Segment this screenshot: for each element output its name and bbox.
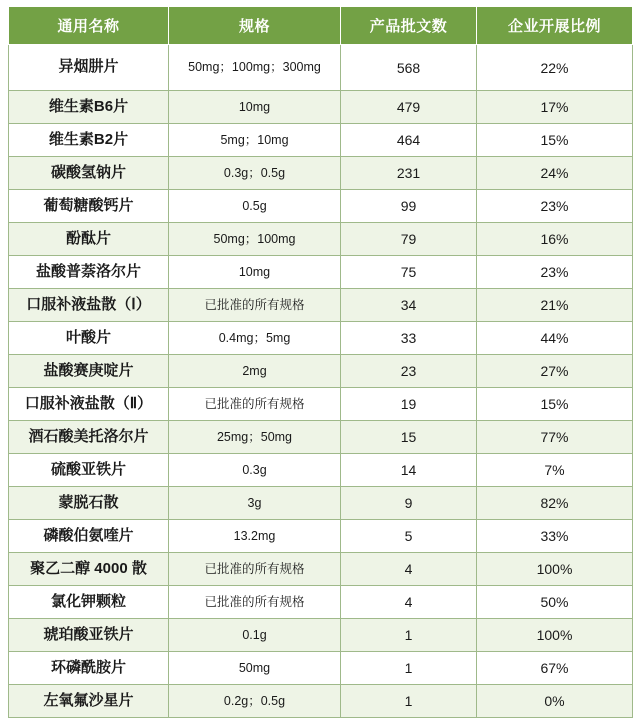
table-header: [9, 7, 633, 45]
cell-approval-count: 79: [341, 223, 477, 256]
cell-specification: 0.3g；0.5g: [169, 157, 341, 190]
table-row: [9, 256, 633, 289]
cell-enterprise-ratio: 100%: [477, 553, 633, 586]
table-row: [9, 685, 633, 718]
cell-enterprise-ratio: 44%: [477, 322, 633, 355]
cell-generic-name: 聚乙二醇 4000 散: [9, 553, 169, 586]
cell-enterprise-ratio: 100%: [477, 619, 633, 652]
table-row: [9, 322, 633, 355]
table-row: [9, 421, 633, 454]
cell-approval-count: 15: [341, 421, 477, 454]
cell-generic-name: 葡萄糖酸钙片: [9, 190, 169, 223]
column-header-generic-name: 通用名称: [9, 7, 169, 45]
cell-specification: 3g: [169, 487, 341, 520]
cell-generic-name: 口服补液盐散（Ⅱ）: [9, 388, 169, 421]
cell-generic-name: 异烟肼片: [9, 45, 169, 91]
table-row: [9, 91, 633, 124]
cell-specification: 0.3g: [169, 454, 341, 487]
table-row: [9, 586, 633, 619]
cell-specification: 0.2g；0.5g: [169, 685, 341, 718]
table-row: [9, 454, 633, 487]
cell-specification: 50mg: [169, 652, 341, 685]
cell-enterprise-ratio: 67%: [477, 652, 633, 685]
cell-enterprise-ratio: 16%: [477, 223, 633, 256]
cell-generic-name: 环磷酰胺片: [9, 652, 169, 685]
cell-specification: 5mg；10mg: [169, 124, 341, 157]
table-row: [9, 124, 633, 157]
cell-enterprise-ratio: 27%: [477, 355, 633, 388]
cell-specification: 已批准的所有规格: [169, 388, 341, 421]
cell-approval-count: 1: [341, 619, 477, 652]
cell-approval-count: 568: [341, 45, 477, 91]
cell-specification: 0.5g: [169, 190, 341, 223]
table-row: [9, 619, 633, 652]
cell-specification: 50mg；100mg；300mg: [169, 45, 341, 91]
cell-approval-count: 1: [341, 685, 477, 718]
cell-approval-count: 99: [341, 190, 477, 223]
cell-generic-name: 蒙脱石散: [9, 487, 169, 520]
cell-approval-count: 231: [341, 157, 477, 190]
table-header-row: [9, 7, 633, 45]
cell-enterprise-ratio: 23%: [477, 256, 633, 289]
table-row: [9, 223, 633, 256]
cell-approval-count: 23: [341, 355, 477, 388]
cell-enterprise-ratio: 22%: [477, 45, 633, 91]
table-row: [9, 487, 633, 520]
cell-generic-name: 琥珀酸亚铁片: [9, 619, 169, 652]
cell-enterprise-ratio: 21%: [477, 289, 633, 322]
cell-enterprise-ratio: 17%: [477, 91, 633, 124]
cell-enterprise-ratio: 7%: [477, 454, 633, 487]
cell-approval-count: 5: [341, 520, 477, 553]
column-header-enterprise-ratio: 企业开展比例: [477, 7, 633, 45]
cell-approval-count: 19: [341, 388, 477, 421]
cell-approval-count: 464: [341, 124, 477, 157]
cell-generic-name: 硫酸亚铁片: [9, 454, 169, 487]
cell-generic-name: 碳酸氢钠片: [9, 157, 169, 190]
table-row: [9, 289, 633, 322]
cell-specification: 25mg；50mg: [169, 421, 341, 454]
cell-enterprise-ratio: 77%: [477, 421, 633, 454]
cell-specification: 已批准的所有规格: [169, 553, 341, 586]
table-row: [9, 190, 633, 223]
cell-generic-name: 磷酸伯氨喹片: [9, 520, 169, 553]
column-header-specification: 规格: [169, 7, 341, 45]
cell-generic-name: 叶酸片: [9, 322, 169, 355]
cell-specification: 50mg；100mg: [169, 223, 341, 256]
cell-specification: 10mg: [169, 256, 341, 289]
cell-specification: 0.4mg；5mg: [169, 322, 341, 355]
cell-approval-count: 75: [341, 256, 477, 289]
table-row: [9, 157, 633, 190]
cell-approval-count: 14: [341, 454, 477, 487]
table-row: [9, 45, 633, 91]
cell-specification: 13.2mg: [169, 520, 341, 553]
cell-specification: 10mg: [169, 91, 341, 124]
cell-approval-count: 1: [341, 652, 477, 685]
cell-enterprise-ratio: 15%: [477, 388, 633, 421]
cell-generic-name: 维生素B6片: [9, 91, 169, 124]
cell-approval-count: 479: [341, 91, 477, 124]
cell-generic-name: 盐酸赛庚啶片: [9, 355, 169, 388]
cell-approval-count: 34: [341, 289, 477, 322]
table-row: [9, 652, 633, 685]
table-body: [9, 45, 633, 718]
cell-generic-name: 维生素B2片: [9, 124, 169, 157]
cell-generic-name: 酚酞片: [9, 223, 169, 256]
cell-enterprise-ratio: 33%: [477, 520, 633, 553]
cell-enterprise-ratio: 50%: [477, 586, 633, 619]
cell-approval-count: 4: [341, 586, 477, 619]
cell-specification: 已批准的所有规格: [169, 289, 341, 322]
table-row: [9, 520, 633, 553]
table-row: [9, 355, 633, 388]
cell-enterprise-ratio: 23%: [477, 190, 633, 223]
cell-generic-name: 盐酸普萘洛尔片: [9, 256, 169, 289]
cell-generic-name: 氯化钾颗粒: [9, 586, 169, 619]
cell-enterprise-ratio: 24%: [477, 157, 633, 190]
cell-generic-name: 左氧氟沙星片: [9, 685, 169, 718]
cell-generic-name: 口服补液盐散（Ⅰ）: [9, 289, 169, 322]
table-row: [9, 388, 633, 421]
cell-approval-count: 33: [341, 322, 477, 355]
cell-specification: 2mg: [169, 355, 341, 388]
cell-generic-name: 酒石酸美托洛尔片: [9, 421, 169, 454]
column-header-approval-count: 产品批文数: [341, 7, 477, 45]
cell-specification: 已批准的所有规格: [169, 586, 341, 619]
drug-table: [8, 6, 633, 718]
cell-enterprise-ratio: 0%: [477, 685, 633, 718]
cell-approval-count: 9: [341, 487, 477, 520]
table-row: [9, 553, 633, 586]
cell-specification: 0.1g: [169, 619, 341, 652]
cell-enterprise-ratio: 82%: [477, 487, 633, 520]
cell-enterprise-ratio: 15%: [477, 124, 633, 157]
cell-approval-count: 4: [341, 553, 477, 586]
